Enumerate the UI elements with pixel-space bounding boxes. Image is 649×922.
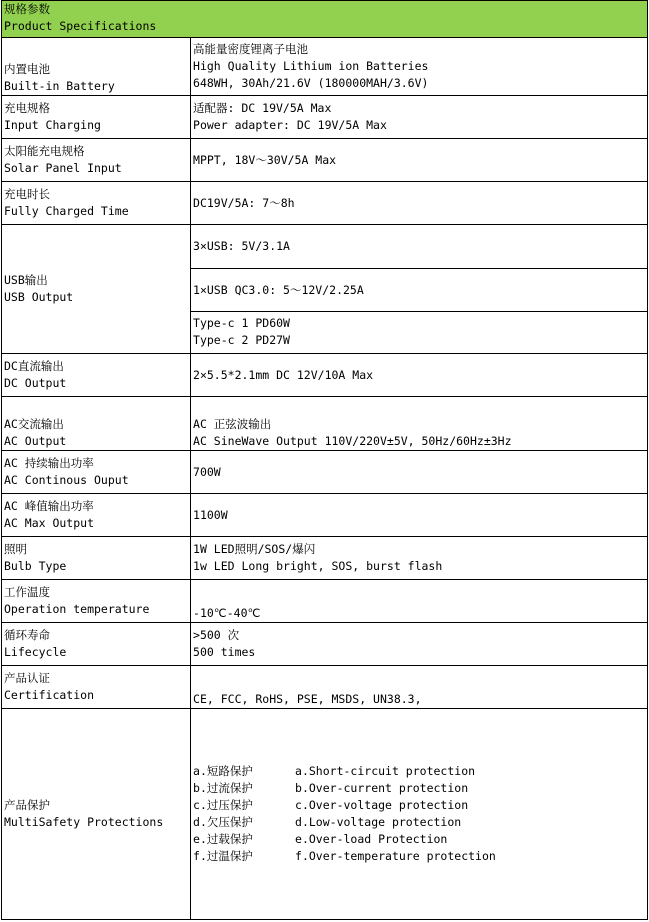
row-input bbox=[2, 96, 648, 139]
label-en: AC Output bbox=[4, 434, 67, 448]
value-line: 1100W bbox=[193, 507, 228, 522]
value-line: AC 正弦波输出 bbox=[193, 417, 272, 431]
row-bulb bbox=[2, 537, 648, 580]
label-zh: AC 峰值输出功率 bbox=[4, 499, 94, 513]
label-zh: 太阳能充电规格 bbox=[4, 144, 85, 158]
label-en: AC Max Output bbox=[4, 516, 95, 530]
protection-zh: a.短路保护 bbox=[193, 764, 253, 778]
value-line: Type-c 1 PD60W bbox=[193, 316, 290, 331]
value-line: 648WH, 30Ah/21.6V (180000MAH/3.6V) bbox=[193, 76, 429, 90]
header-row bbox=[2, 1, 648, 38]
label-en: Built-in Battery bbox=[4, 79, 115, 93]
row-certification bbox=[2, 666, 648, 709]
label-zh: 工作温度 bbox=[4, 585, 50, 599]
row-protections bbox=[2, 709, 648, 920]
protection-zh: f.过温保护 bbox=[193, 849, 253, 863]
label-zh: 产品认证 bbox=[4, 671, 50, 685]
value-line: 3×USB: 5V/3.1A bbox=[193, 239, 290, 254]
label-zh: 充电时长 bbox=[4, 187, 50, 201]
label-zh: 充电规格 bbox=[4, 101, 50, 115]
row-dc bbox=[2, 354, 648, 397]
value-line: >500 次 bbox=[193, 628, 240, 642]
value-line: 适配器: DC 19V/5A Max bbox=[193, 101, 332, 115]
row-battery bbox=[2, 38, 648, 96]
label-en: Operation temperature bbox=[4, 602, 150, 616]
value-line: DC19V/5A: 7～8h bbox=[193, 195, 295, 210]
protection-en: a.Short-circuit protection bbox=[295, 764, 476, 778]
value-line: Power adapter: DC 19V/5A Max bbox=[193, 118, 387, 132]
row-ac bbox=[2, 397, 648, 451]
row-lifecycle bbox=[2, 623, 648, 666]
spec-sheet bbox=[1, 0, 648, 920]
label-en: AC Continous Ouput bbox=[4, 473, 129, 487]
label-en: Solar Panel Input bbox=[4, 161, 122, 175]
value-line: 500 times bbox=[193, 645, 256, 659]
label-zh: 照明 bbox=[4, 542, 27, 556]
label-en: USB Output bbox=[4, 290, 74, 304]
row-temperature bbox=[2, 580, 648, 623]
spec-table bbox=[1, 0, 648, 920]
usb-subtable bbox=[191, 226, 647, 353]
protection-zh: e.过载保护 bbox=[193, 832, 253, 846]
protection-zh: c.过压保护 bbox=[193, 798, 253, 812]
label-en: Bulb Type bbox=[4, 559, 67, 573]
protection-zh: b.过流保护 bbox=[193, 781, 253, 795]
row-ac-continuous bbox=[2, 451, 648, 494]
value-line: 高能量密度锂离子电池 bbox=[193, 42, 309, 56]
protection-en: e.Over-load Protection bbox=[295, 832, 448, 846]
protections-list bbox=[193, 763, 645, 865]
protection-en: b.Over-current protection bbox=[295, 781, 469, 795]
protection-en: c.Over-voltage protection bbox=[295, 798, 469, 812]
value-line: 1w LED Long bright, SOS, burst flash bbox=[193, 559, 443, 573]
label-zh: USB输出 bbox=[4, 273, 48, 287]
label-zh: 循环寿命 bbox=[4, 628, 50, 642]
value-line: 1W LED照明/SOS/爆闪 bbox=[193, 542, 316, 556]
row-ac-max bbox=[2, 494, 648, 537]
label-en: Lifecycle bbox=[4, 645, 67, 659]
value-line: 2×5.5*2.1mm DC 12V/10A Max bbox=[193, 367, 374, 382]
value-line: High Quality Lithium ion Batteries bbox=[193, 59, 429, 73]
label-en: Fully Charged Time bbox=[4, 204, 129, 218]
label-en: MultiSafety Protections bbox=[4, 815, 164, 829]
value-line: MPPT, 18V～30V/5A Max bbox=[193, 152, 337, 167]
value-line: -10℃-40℃ bbox=[193, 606, 261, 620]
value-line: Type-c 2 PD27W bbox=[193, 333, 290, 348]
label-zh: 内置电池 bbox=[4, 62, 50, 76]
value-line: CE, FCC, RoHS, PSE, MSDS, UN38.3, bbox=[193, 692, 422, 706]
value-line: AC SineWave Output 110V/220V±5V, 50Hz/60Hz±3Hz bbox=[193, 434, 512, 448]
label-en: Input Charging bbox=[4, 118, 101, 132]
protection-en: f.Over-temperature protection bbox=[295, 849, 496, 863]
row-solar bbox=[2, 139, 648, 182]
label-zh: 产品保护 bbox=[4, 798, 50, 812]
header-title-en: Product Specifications bbox=[4, 19, 157, 33]
label-en: DC Output bbox=[4, 376, 67, 390]
header-title-zh: 规格参数 bbox=[4, 2, 50, 16]
row-charge-time bbox=[2, 182, 648, 225]
row-usb bbox=[2, 225, 648, 354]
label-en: Certification bbox=[4, 688, 95, 702]
value-line: 1×USB QC3.0: 5～12V/2.25A bbox=[193, 282, 364, 297]
label-zh: AC交流输出 bbox=[4, 417, 64, 431]
value-line: 700W bbox=[193, 464, 221, 479]
protection-zh: d.欠压保护 bbox=[193, 815, 253, 829]
label-zh: AC 持续输出功率 bbox=[4, 456, 94, 470]
label-zh: DC直流输出 bbox=[4, 359, 64, 373]
protection-en: d.Low-voltage protection bbox=[295, 815, 462, 829]
